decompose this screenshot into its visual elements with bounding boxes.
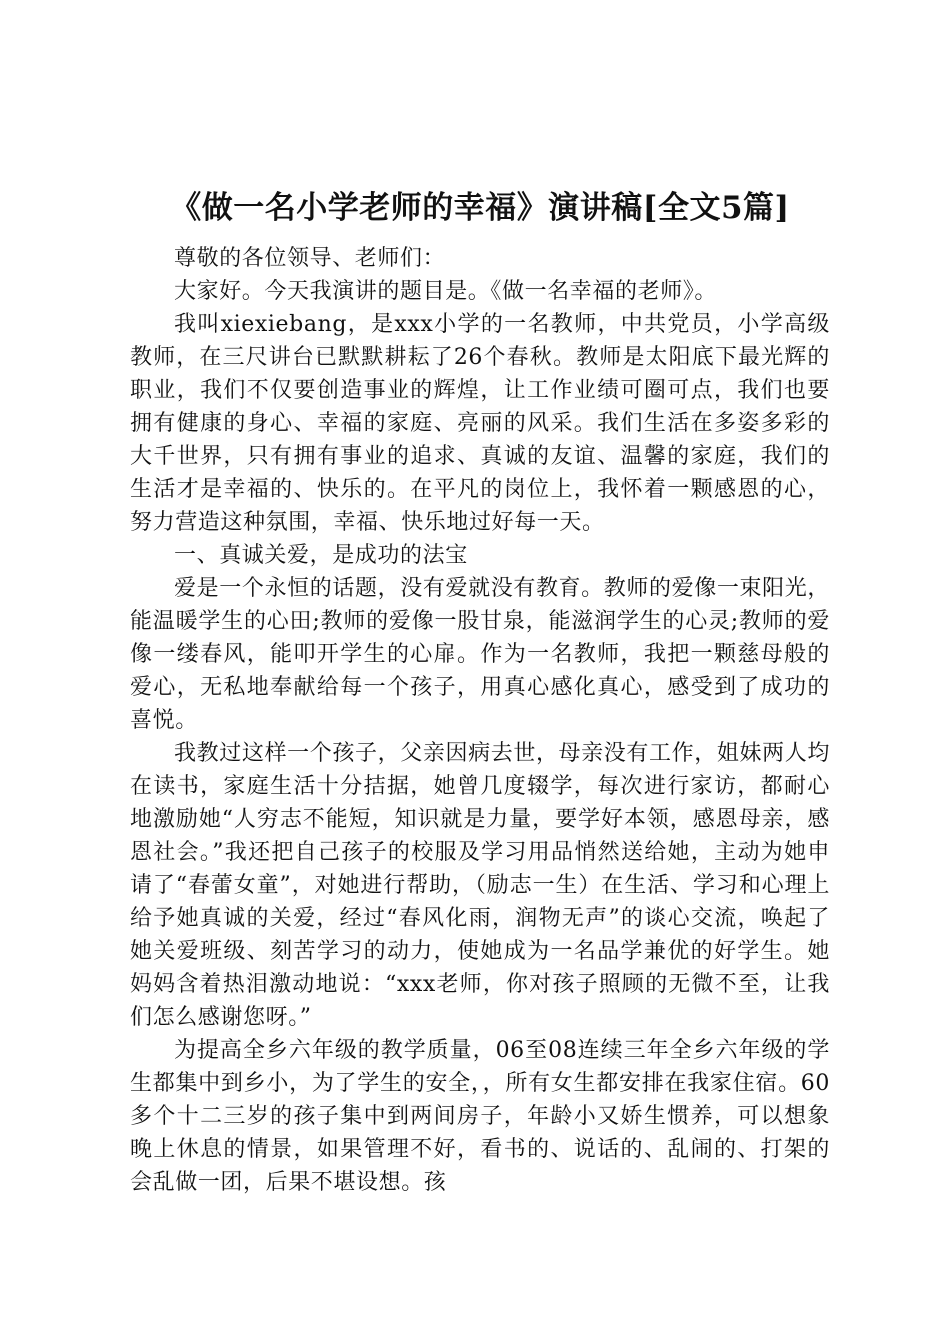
intro-paragraph: 我叫xiexiebang，是xxx小学的一名教师，中共党员，小学高级教师，在三尺讲台已默默耕耘了26个春秋。教师是太阳底下最光辉的职业，我们不仅要创造事业的辉煌，让工作业绩可圈可点，我们也要拥有健康的身心、幸福的家庭、亮丽的风采。我们生活在多姿多彩的大千世界，只有拥有事业的追求、真诚的友谊、温馨的家庭，我们的生活才是幸福的、快乐的。在平凡的岗位上，我怀着一颗感恩的心，努力营造这种氛围，幸福、快乐地过好每一天。	[130, 312, 830, 535]
section-heading-1: 一、真诚关爱，是成功的法宝	[174, 543, 468, 568]
story-paragraph: 我教过这样一个孩子，父亲因病去世，母亲没有工作，姐妹两人均在读书，家庭生活十分拮据，她曾几度辍学，每次进行家访，都耐心地激励她“人穷志不能短，知识就是力量，要学好本领，感恩母亲，感恩社会。”我还把自己孩子的校服及学习用品悄然送给她，主动为她申请了“春蕾女童”，对她进行帮助，（励志一生）在生活、学习和心理上给予她真诚的关爱，经过“春风化雨，润物无声”的谈心交流，唤起了她关爱班级、刻苦学习的动力，使她成为一名品学兼优的好学生。她妈妈含着热泪激动地说：“xxx老师，你对孩子照顾的无微不至，让我们怎么感谢您呀。”	[130, 741, 830, 1030]
document-title: 《做一名小学老师的幸福》演讲稿[全文5篇]	[170, 190, 790, 226]
greeting-paragraph: 大家好。今天我演讲的题目是。《做一名幸福的老师》。	[174, 279, 718, 304]
salutation: 尊敬的各位领导、老师们：	[174, 246, 446, 271]
document-page	[130, 186, 830, 1199]
love-paragraph: 爱是一个永恒的话题，没有爱就没有教育。教师的爱像一束阳光，能温暖学生的心田;教师的爱像一股甘泉，能滋润学生的心灵;教师的爱像一缕春风，能叩开学生的心扉。作为一名教师，我把一颗慈母般的爱心，无私地奉献给每一个孩子，用真心感化真心，感受到了成功的喜悦。	[130, 576, 830, 733]
dormitory-paragraph: 为提高全乡六年级的教学质量，06至08连续三年全乡六年级的学生都集中到乡小，为了学生的安全，，所有女生都安排在我家住宿。60多个十二三岁的孩子集中到两间房子，年龄小又娇生惯养，可以想象晚上休息的情景，如果管理不好，看书的、说话的、乱闹的、打架的会乱做一团，后果不堪设想。孩	[130, 1038, 830, 1195]
